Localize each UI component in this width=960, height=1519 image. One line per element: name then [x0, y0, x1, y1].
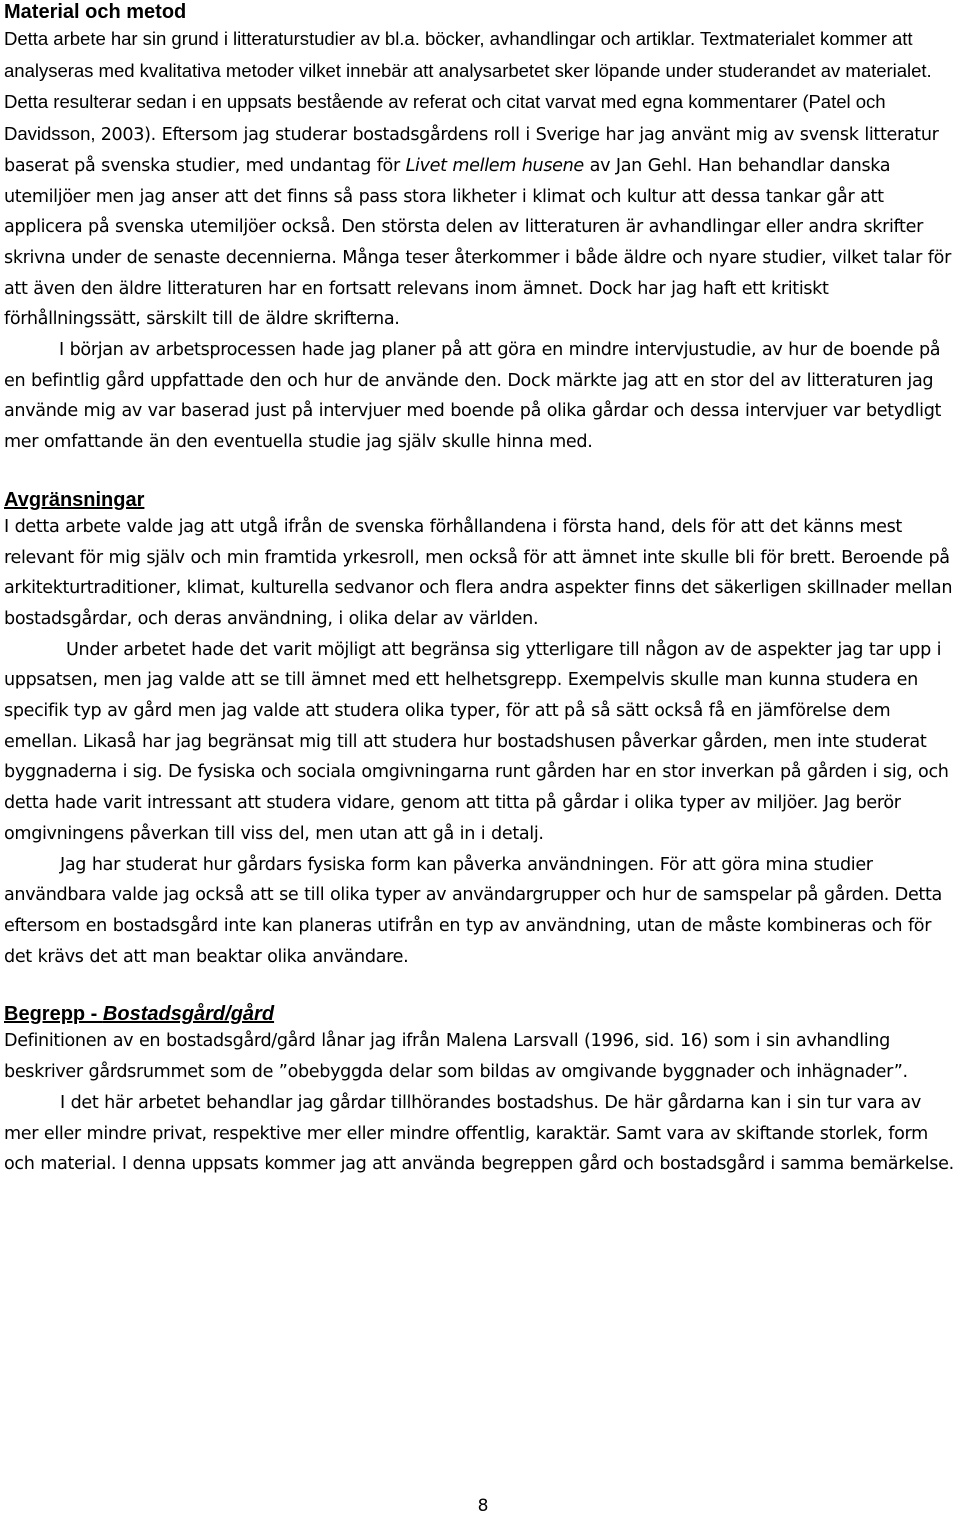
heading-begrepp-term: Bostadsgård/gård: [102, 1003, 275, 1026]
book-title-livet-mellem-husene: Livet mellem husene: [405, 155, 584, 176]
section-heading-material-och-metod: Material och metod: [4, 1, 187, 23]
section-heading-begrepp: [4, 1002, 956, 1026]
section-spacer: [4, 458, 956, 488]
section-spacer: [4, 972, 956, 1002]
document-page: [4, 0, 956, 1180]
paragraph-method-intro: [4, 24, 956, 335]
heading-begrepp-prefix: Begrepp -: [4, 1003, 103, 1026]
paragraph-definition: Definitionen av en bostadsgård/gård lånar jag ifrån Malena Larsvall (1996, sid. 16) som i sin avhandling beskriver gårdsrummet som de ”obebyggda delar som bildas av omgivande byggnader och inhägnader”.: [4, 1031, 908, 1083]
paragraph-method-intro-end: av Jan Gehl. Han behandlar danska utemiljöer men jag anser att det finns så pass stora likheter i klimat och kultur att dessa tankar går att applicera på svenska utemiljöer också. Den största delen av litteraturen är avhandlingar eller andra skrifter skrivna under de senaste decennierna. Många teser återkommer i både äldre och nyare studier, vilket talar för att även den äldre litteraturen har en fortsatt relevans inom ämnet. Dock har jag haft ett kritiskt förhållningssätt, särskilt till de äldre skrifterna.: [4, 155, 951, 330]
paragraph-delimitations-1: I detta arbete valde jag att utgå ifrån de svenska förhållandena i första hand, dels för att det känns mest relevant för mig själv och min framtida yrkesroll, men också för att ämnet inte skulle bli för brett. Beroende på arkitekturtraditioner, klimat, kulturella sedvanor och flera andra aspekter finns det säkerligen skillnader mellan bostadsgårdar, och deras användning, i olika delar av världen.: [4, 516, 953, 629]
paragraph-definition-scope: I det här arbetet behandlar jag gårdar tillhörandes bostadshus. De här gårdarna kan i sin tur vara av mer eller mindre privat, respektive mer eller mindre offentlig, karaktär. Samt vara av skiftande storlek, form och material. I denna uppsats kommer jag att använda begreppen gård och bostadsgård i samma bemärkelse.: [4, 1092, 954, 1175]
page-number: 8: [477, 1496, 489, 1516]
paragraph-method-intro-start: 2003). Eftersom jag studerar bostadsgårdens roll i Sverige har jag använt mig av svensk litteratur baserat på svenska studier, med undantag för: [4, 125, 939, 176]
paragraph-delimitations-2: Under arbetet hade det varit möjligt att begränsa sig ytterligare till någon av de aspekter jag tar upp i uppsatsen, men jag valde att se till ämnet med ett helhetsgrepp. Exempelvis skulle man kunna studera en specifik typ av gård men jag valde att studera olika typer, för att på så sätt också få en jämförelse dem emellan. Likaså har jag begränsat mig till att studera hur bostadshusen påverkar gården, men inte studerat byggnaderna i sig. De fysiska och sociala omgivningarna runt gården har en stor inverkan på gården i sig, och detta hade varit intressant att studera vidare, genom att titta på gårdar i olika typer av miljöer. Jag berör omgivningens påverkan till viss del, men utan att gå in i detalj.: [4, 639, 949, 844]
paragraph-delimitations-3: Jag har studerat hur gårdars fysiska form kan påverka användningen. För att göra mina studier användbara valde jag också att se till olika typer av användargrupper och hur de samspelar på gården. Detta eftersom en bostadsgård inte kan planeras utifrån en typ av användning, utan de måste kombineras och för det krävs det att man beaktar olika användare.: [4, 854, 942, 967]
paragraph-method-intro-body: [4, 125, 951, 329]
paragraph-interview-study: I början av arbetsprocessen hade jag planer på att göra en mindre intervjustudie, av hur de boende på en befintlig gård uppfattade den och hur de använde den. Dock märkte jag att en stor del av litteraturen jag använde mig av var baserad just på intervjuer med boende på olika gårdar och dessa intervjuer var betydligt mer omfattande än den eventuella studie jag själv skulle hinna med.: [4, 340, 942, 453]
paragraph-method-intro-sans: Detta arbete har sin grund i litteraturstudier av bl.a. böcker, avhandlingar och artiklar. Textmaterialet kommer att analyseras med kvalitativa metoder vilket innebär att analysarbetet sker löpande under studerandet av materialet. Detta resulterar sedan i en uppsats bestående av referat och citat varvat med egna kommentarer (Patel och Davidsson,: [4, 28, 932, 145]
section-heading-avgransningar: Avgränsningar: [4, 488, 145, 511]
